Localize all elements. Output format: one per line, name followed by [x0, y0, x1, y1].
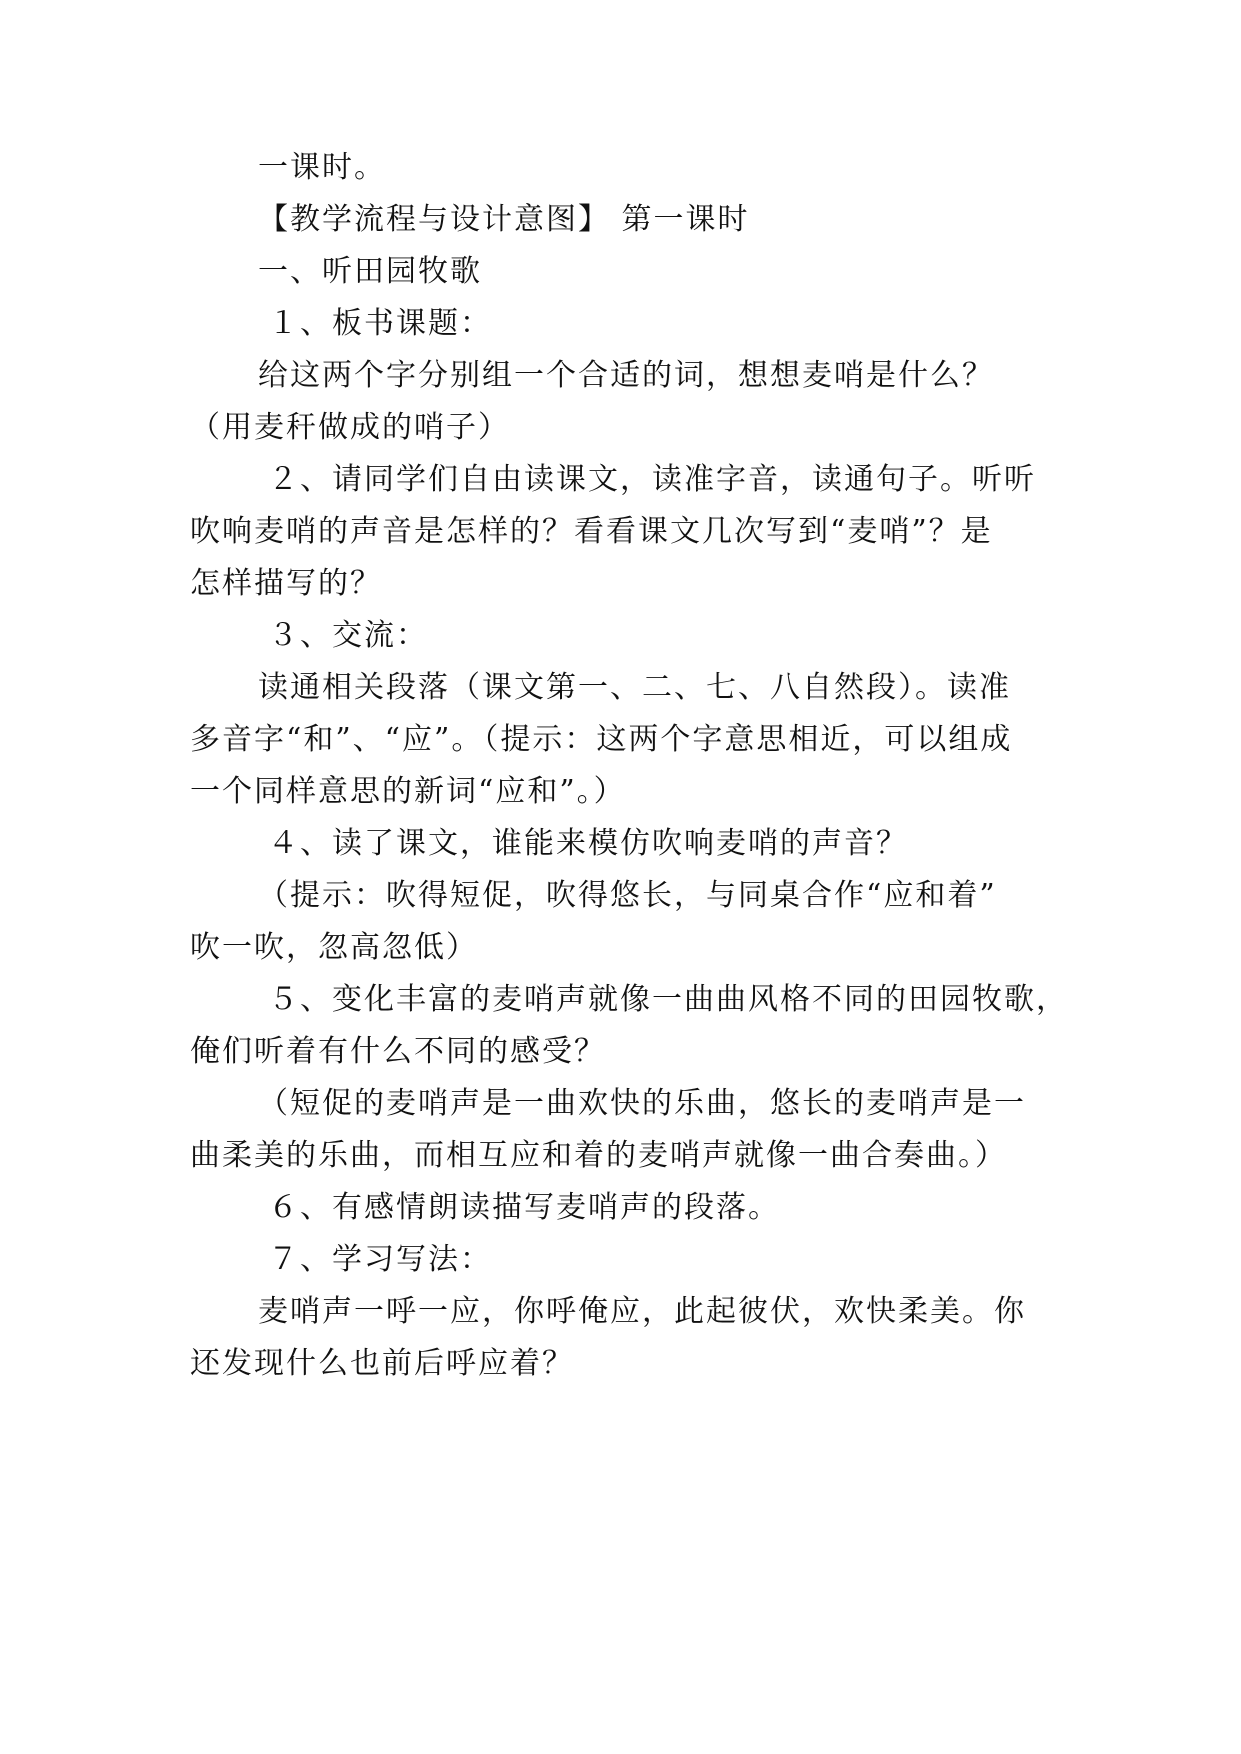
subsection-heading: 一、听田园牧歌: [258, 254, 482, 289]
text-line: 吹一吹，忽高忽低）: [190, 930, 478, 965]
step-heading: ２、请同学们自由读课文，读准字音，读通句子。听听: [268, 462, 1036, 497]
text-line: 麦哨声一呼一应，你呼俺应，此起彼伏，欢快柔美。你: [258, 1294, 1026, 1329]
step-heading: ７、学习写法：: [268, 1242, 492, 1277]
text-line: 一个同样意思的新词“应和”。）: [190, 774, 626, 809]
text-line: （用麦秆做成的哨子）: [190, 410, 510, 445]
step-heading: ４、读了课文，谁能来模仿吹响麦哨的声音？: [268, 826, 908, 861]
text-line: 还发现什么也前后呼应着？: [190, 1346, 574, 1381]
step-heading: ６、有感情朗读描写麦哨声的段落。: [268, 1190, 780, 1225]
text-line: 一课时。: [258, 150, 386, 185]
text-line: （短促的麦哨声是一曲欢快的乐曲，悠长的麦哨声是一: [258, 1086, 1026, 1121]
text-line: （提示：吹得短促，吹得悠长，与同桌合作“应和着”: [258, 878, 997, 913]
text-line: 读通相关段落（课文第一、二、七、八自然段）。读准: [258, 670, 1011, 705]
text-line: 给这两个字分别组一个合适的词，想想麦哨是什么？: [258, 358, 994, 393]
text-line: 曲柔美的乐曲，而相互应和着的麦哨声就像一曲合奏曲。）: [190, 1138, 1007, 1173]
step-heading: ３、交流：: [268, 618, 428, 653]
step-heading: ５、变化丰富的麦哨声就像一曲曲风格不同的田园牧歌，: [268, 982, 1068, 1017]
text-line: 吹响麦哨的声音是怎样的？看看课文几次写到“麦哨”？是: [190, 514, 993, 549]
text-line: 多音字“和”、“应”。（提示：这两个字意思相近，可以组成: [190, 722, 1013, 757]
text-line: 怎样描写的？: [190, 566, 382, 601]
text-line: 俺们听着有什么不同的感受？: [190, 1034, 606, 1069]
section-heading: 【教学流程与设计意图】 第一课时: [258, 202, 750, 237]
step-heading: １、板书课题：: [268, 306, 492, 341]
